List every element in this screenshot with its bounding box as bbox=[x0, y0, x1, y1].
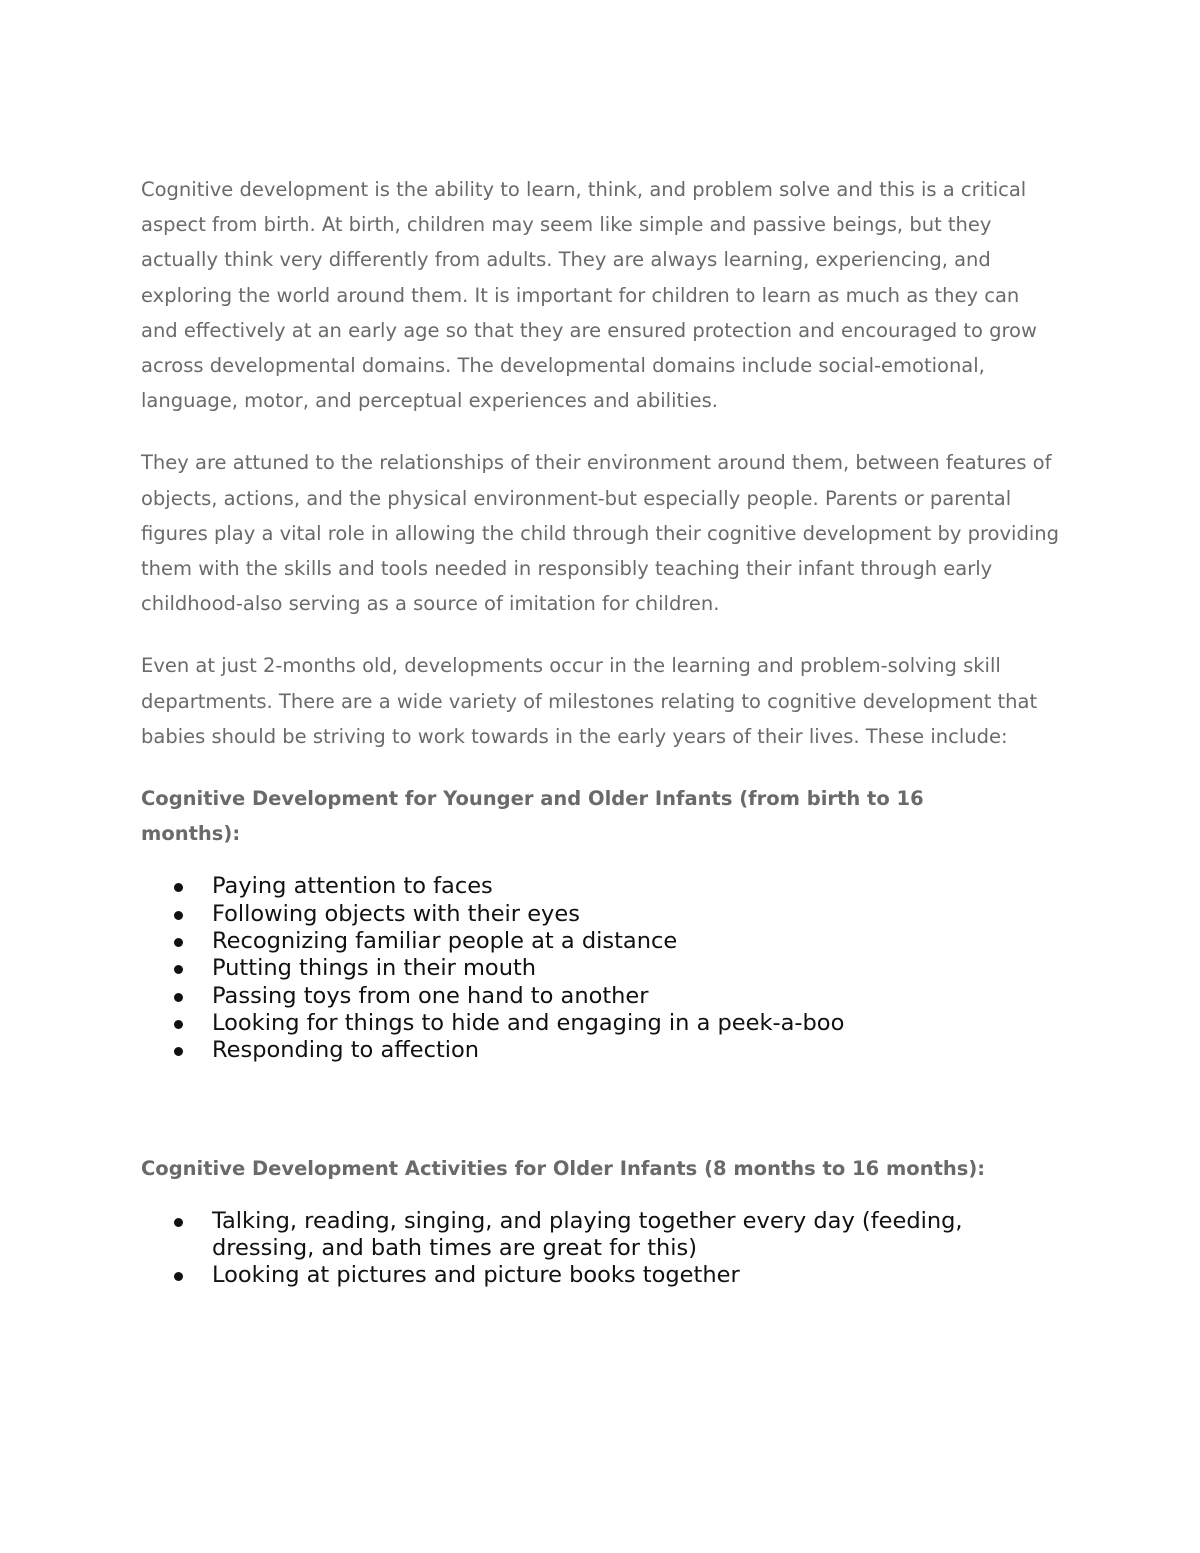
list-item bbox=[141, 983, 1066, 1010]
milestones-paragraph: Even at just 2-months old, developments occur in the learning and problem-solving skill departments. There are a wide variety of milestones relating to cognitive development that babies should be striving to work towards in the early years of their lives. These include: bbox=[141, 654, 1038, 748]
list-item-text: Following objects with their eyes bbox=[212, 900, 580, 927]
bullet-icon bbox=[174, 1047, 183, 1056]
list-item bbox=[141, 1010, 1066, 1037]
bullet-icon bbox=[174, 965, 183, 974]
bullet-icon bbox=[174, 883, 183, 892]
intro-paragraph: Cognitive development is the ability to learn, think, and problem solve and this is a critical aspect from birth. At birth, children may seem like simple and passive beings, but they actually think very differently from adults. They are always learning, experiencing, and exploring the world around them. It is important for children to learn as much as they can and effectively at an early age so that they are ensured protection and encouraged to grow across developmental domains. The developmental domains include social-emotional, language, motor, and perceptual experiences and abilities. bbox=[141, 178, 1037, 413]
section2-heading: Cognitive Development Activities for Older Infants (8 months to 16 months): bbox=[141, 1156, 986, 1180]
list-item-text: Talking, reading, singing, and playing together every day (feeding, dressing, and bath times are great for this) bbox=[212, 1207, 963, 1262]
section2-list bbox=[141, 1208, 1066, 1290]
list-item bbox=[141, 928, 1066, 955]
bullet-icon bbox=[174, 911, 183, 920]
list-item bbox=[141, 1208, 1032, 1263]
list-item bbox=[141, 1262, 1066, 1289]
blank-line-spacer bbox=[141, 1065, 1066, 1151]
relationships-paragraph: They are attuned to the relationships of their environment around them, between features of objects, actions, and the physical environment-but especially people. Parents or parental figures play a vital role in allowing the child through their cognitive development by providing them with the skills and tools needed in responsibly teaching their infant through early childhood-also serving as a source of imitation for children. bbox=[141, 451, 1059, 616]
bullet-icon bbox=[174, 1218, 183, 1227]
list-item bbox=[141, 901, 1066, 928]
bullet-icon bbox=[174, 938, 183, 947]
list-item bbox=[141, 955, 1066, 982]
list-item-text: Looking at pictures and picture books together bbox=[212, 1262, 740, 1289]
list-item bbox=[141, 1037, 1066, 1064]
list-item-text: Recognizing familiar people at a distance bbox=[212, 928, 678, 955]
list-item-text: Passing toys from one hand to another bbox=[212, 982, 649, 1009]
list-item-text: Responding to affection bbox=[212, 1037, 480, 1064]
bullet-icon bbox=[174, 1272, 183, 1281]
list-item-text: Putting things in their mouth bbox=[212, 955, 537, 982]
list-item-text: Looking for things to hide and engaging in a peek-a-boo bbox=[212, 1009, 845, 1036]
list-item bbox=[141, 873, 1066, 900]
section1-heading: Cognitive Development for Younger and Older Infants (from birth to 16 months): bbox=[141, 787, 924, 846]
bullet-icon bbox=[174, 1020, 183, 1029]
document-page bbox=[141, 172, 1066, 1290]
list-item-text: Paying attention to faces bbox=[212, 873, 493, 900]
section1-list bbox=[141, 873, 1066, 1064]
bullet-icon bbox=[174, 993, 183, 1002]
